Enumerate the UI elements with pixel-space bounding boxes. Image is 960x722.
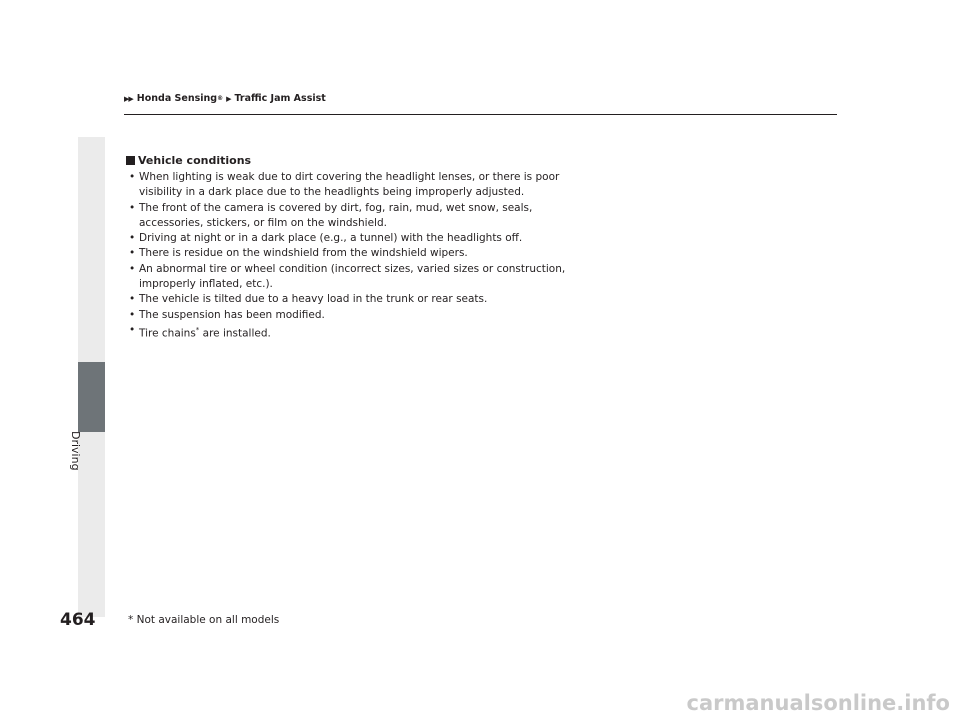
list-item: • The front of the camera is covered by dirt, fog, rain, mud, wet snow, seals, accessories, stickers, or film on the windshield. <box>129 201 599 232</box>
breadcrumb-separator-icon: ▶ <box>226 94 232 103</box>
side-tab-text: Driving <box>69 431 82 471</box>
watermark: carmanualsonline.info <box>686 691 950 715</box>
list-item: • When lighting is weak due to dirt covering the headlight lenses, or there is poor visibility in a dark place due to the headlights being improperly adjusted. <box>129 170 599 201</box>
page-number: 464 <box>60 610 96 630</box>
list-item: • There is residue on the windshield from the windshield wipers. <box>129 246 599 261</box>
footnote: * Not available on all models <box>128 614 280 626</box>
list-item: • The vehicle is tilted due to a heavy load in the trunk or rear seats. <box>129 292 599 307</box>
side-tab-label <box>69 395 110 471</box>
registered-mark: ® <box>217 95 224 102</box>
list-item: • The suspension has been modified. <box>129 308 599 323</box>
breadcrumb <box>124 93 326 104</box>
list-item <box>129 323 599 342</box>
breadcrumb-arrows-icon: ▶▶ <box>124 94 133 103</box>
section-title: Vehicle conditions <box>138 154 252 167</box>
footnote-star: * <box>195 325 200 334</box>
breadcrumb-part-2[interactable]: Traffic Jam Assist <box>234 93 326 104</box>
list-item: • An abnormal tire or wheel condition (incorrect sizes, varied sizes or construction, improperly inflated, etc.). <box>129 262 599 293</box>
conditions-list <box>129 170 599 342</box>
breadcrumb-part-1[interactable]: Honda Sensing <box>136 93 218 104</box>
main-content <box>129 154 599 342</box>
tire-chains-text: Tire chains <box>139 327 196 340</box>
section-heading <box>126 154 599 167</box>
square-bullet-icon <box>126 156 135 165</box>
header-rule <box>124 114 837 115</box>
installed-text: are installed. <box>199 327 271 340</box>
list-item: • Driving at night or in a dark place (e.g., a tunnel) with the headlights off. <box>129 231 599 246</box>
